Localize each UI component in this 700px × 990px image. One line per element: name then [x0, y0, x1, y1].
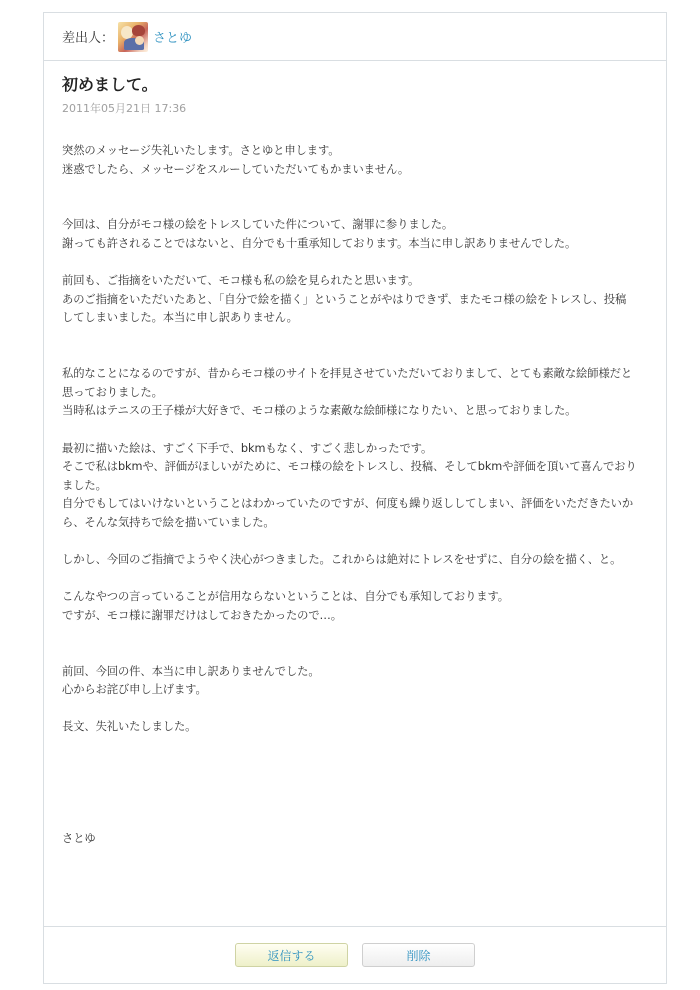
- reply-button[interactable]: 返信する: [235, 943, 348, 967]
- delete-button[interactable]: 削除: [362, 943, 475, 967]
- message-actions: [44, 926, 666, 983]
- sender-name-link[interactable]: さとゆ: [153, 31, 193, 46]
- message-subject: 初めまして。: [62, 75, 158, 94]
- sender-bar: [44, 13, 666, 61]
- message-content: [44, 61, 666, 927]
- message-panel: [43, 12, 667, 984]
- sender-avatar[interactable]: [118, 22, 148, 52]
- message-date: 2011年05月21日 17:36: [62, 102, 187, 115]
- sender-label: 差出人：: [62, 31, 115, 46]
- message-body: 突然のメッセージ失礼いたします。さとゆと申します。 迷惑でしたら、メッセージをスルーしていただいてもかまいません。 今回は、自分がモコ様の絵をトレスしていた件について、謝罪に参りました。 謝っても許されることではないと、自分でも十重承知しております。本当に申し訳ありませんでした。 前回も、ご指摘をいただいて、モコ様も私の絵を見られたと思います。 あのご指摘をいただいたあと、「自分で絵を描く」ということがやはりできず、またモコ様の絵をトレスし、投稿 してしまいました。本当に申し訳ありません。 私的なことになるのですが、昔からモコ様のサイトを拝見させていただいておりまして、とても素敵な絵師様だと 思っておりました。 当時私はテニスの王子様が大好きで、モコ様のような素敵な絵師様になりたい、と思っておりました。 最初に描いた絵は、すごく下手で、bkmもなく、すごく悲しかったです。 そこで私はbkmや、評価がほしいがために、モコ様の絵をトレスし、投稿、そしてbkmや評価を頂いて喜んでおり ました。 自分でもしてはいけないということはわかっていたのですが、何度も繰り返ししてしまい、評価をいただきたいか ら、そんな気持ちで絵を描いていました。 しかし、今回のご指摘でようやく決心がつきました。これからは絶対にトレスをせずに、自分の絵を描く、と。 こんなやつの言っていることが信用ならないということは、自分でも承知しております。 ですが、モコ様に謝罪だけはしておきたかったので…。 前回、今回の件、本当に申し訳ありませんでした。 心からお詫び申し上げます。 長文、失礼いたしました。 さとゆ: [62, 144, 637, 845]
